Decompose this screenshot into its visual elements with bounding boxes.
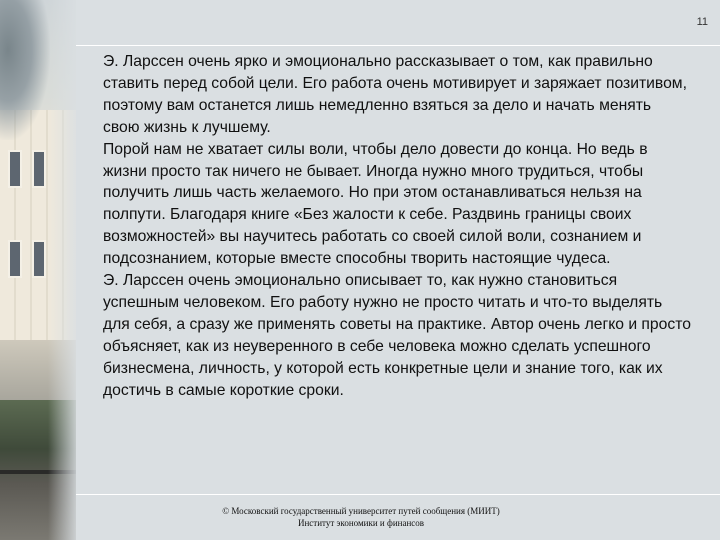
paragraph-2: Порой нам не хватает силы воли, чтобы дело довести до конца. Но ведь в жизни просто так ничего не бывает. Иногда нужно много трудиться, чтобы получить лишь часть желаемого. Но при этом останавливаться нельзя на полпути. Благодаря книге «Без жалости к себе. Раздвинь границы своих возможностей» вы научитесь работать со своей силой воли, сознанием и подсознанием, которые вместе способны творить настоящие чудеса. bbox=[103, 140, 648, 268]
window bbox=[32, 150, 46, 188]
footer-university: © Московский государственный университет путей сообщения (МИИТ) bbox=[222, 506, 500, 516]
window bbox=[8, 240, 22, 278]
footer bbox=[76, 505, 646, 529]
header-divider bbox=[76, 45, 720, 46]
header-bar bbox=[76, 0, 720, 46]
footer-divider bbox=[76, 494, 720, 495]
footer-institute: Институт экономики и финансов bbox=[297, 518, 425, 528]
paragraph-3: Э. Ларссен очень эмоционально описывает то, как нужно становиться успешным человеком. Его работу нужно не просто читать и что-то выделять для себя, а сразу же применять советы на практике. Автор очень легко и просто объясняет, как из неуверенного в себе человека можно сделать успешного бизнесмена, личность, у которой есть конкретные цели и знание того, как их достичь в самые короткие сроки. bbox=[103, 272, 691, 399]
page-number: 11 bbox=[696, 16, 708, 28]
window bbox=[32, 240, 46, 278]
slide-body bbox=[103, 51, 691, 402]
tree-canopy bbox=[0, 0, 50, 140]
paragraph-1: Э. Ларссен очень ярко и эмоционально рассказывает о том, как правильно ставить перед собой цели. Его работа очень мотивирует и заряжает позитивом, поэтому вам останется лишь немедленно взяться за дело и начать менять свою жизнь к лучшему. bbox=[103, 53, 687, 136]
photo-fade bbox=[48, 0, 76, 540]
building-photo bbox=[0, 0, 76, 540]
window bbox=[8, 150, 22, 188]
